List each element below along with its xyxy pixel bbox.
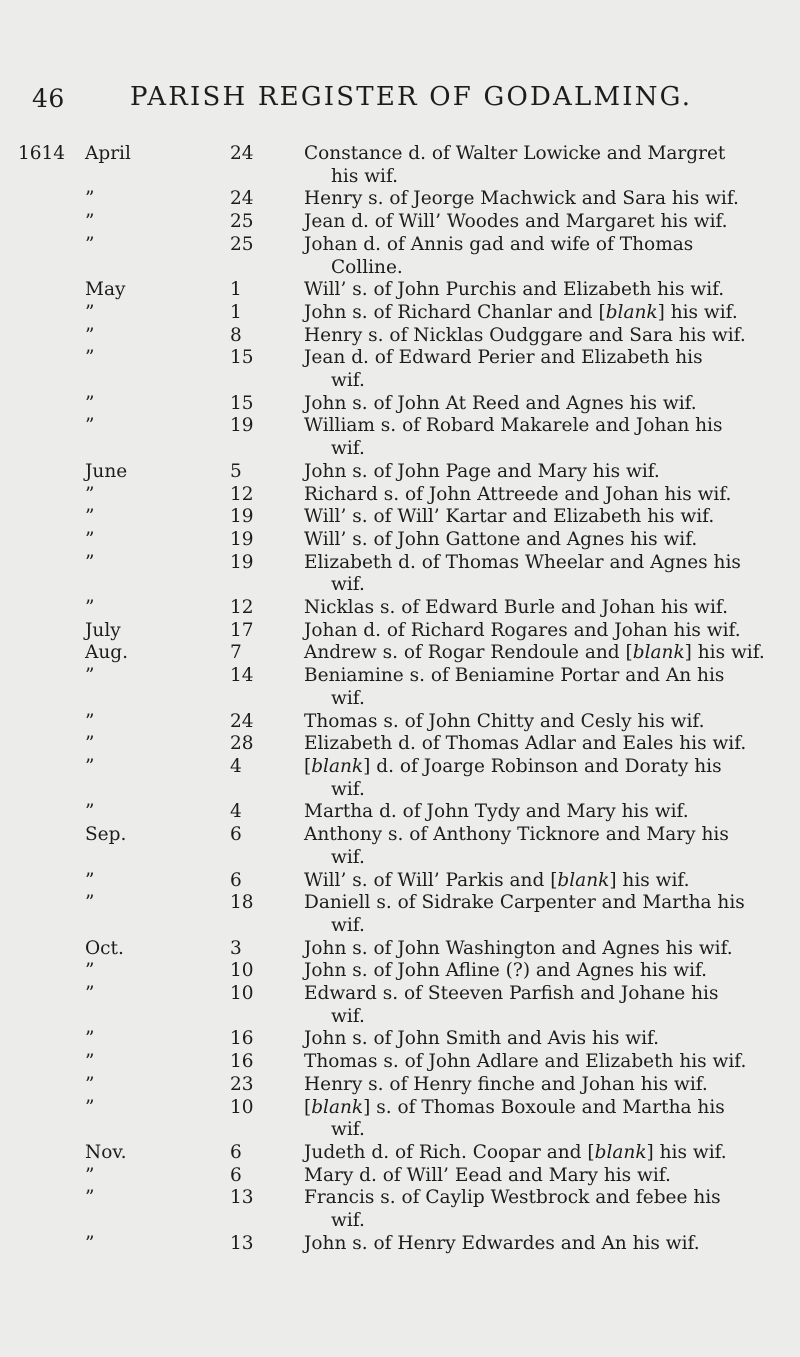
register-entry: [0, 801, 800, 824]
entry-day: 24: [230, 188, 254, 210]
entry-text: John s. of Henry Edwardes and An his wif.: [304, 1232, 700, 1254]
baptism-register: [0, 143, 800, 1255]
register-entry: [0, 983, 800, 1028]
entry-text-block: [304, 211, 776, 234]
entry-day: 24: [230, 143, 254, 164]
register-entry: [0, 325, 800, 348]
entry-text: Johan d. of Annis gad and wife of Thomas: [304, 233, 694, 255]
entry-text-block: [304, 642, 776, 665]
entry-text-block: [304, 665, 776, 710]
entry-text: Will’ s. of John Purchis and Elizabeth his wif.: [304, 279, 725, 301]
entry-day: 6: [230, 1164, 242, 1186]
entry-day: 16: [230, 1051, 254, 1073]
entry-month: ”: [85, 324, 95, 346]
entry-day: 25: [230, 211, 254, 233]
entry-day: 3: [230, 937, 242, 959]
register-entry: [0, 824, 800, 869]
entry-month: Oct.: [85, 937, 124, 959]
entry-day: 10: [230, 960, 254, 982]
entry-text: John s. of John At Reed and Agnes his wif.: [304, 392, 697, 414]
entry-text-block: [304, 1187, 776, 1232]
entry-day: 19: [230, 415, 254, 437]
entry-day: 28: [230, 733, 254, 755]
entry-text-block: [304, 1233, 776, 1256]
entry-text: Francis s. of Caylip Westbrock and febee his: [304, 1187, 721, 1209]
entry-month: ”: [85, 733, 95, 755]
entry-month: ”: [85, 1164, 95, 1186]
entry-day: 14: [230, 665, 254, 687]
entry-text-continuation: Colline.: [331, 256, 403, 278]
entry-text-block: [304, 983, 776, 1028]
entry-day: 10: [230, 1096, 254, 1118]
entry-text-block: [304, 484, 776, 507]
entry-text: Jean d. of Will’ Woodes and Margaret his wif.: [304, 211, 728, 233]
entry-text: Mary d. of Will’ Eead and Mary his wif.: [304, 1164, 671, 1186]
entry-month: ”: [85, 528, 95, 550]
entry-text-block: [304, 597, 776, 620]
entry-month: June: [85, 460, 128, 482]
entry-text-continuation: wif.: [331, 574, 365, 596]
entry-day: 16: [230, 1028, 254, 1050]
register-entry: [0, 552, 800, 597]
entry-text-continuation: wif.: [331, 914, 365, 936]
entry-month: ”: [85, 551, 95, 573]
register-entry: [0, 1028, 800, 1051]
entry-text: [blank] s. of Thomas Boxoule and Martha his: [304, 1096, 725, 1118]
register-entry: [0, 756, 800, 801]
entry-text-block: [304, 347, 776, 392]
register-entry: [0, 461, 800, 484]
entry-text: Henry s. of Nicklas Oudggare and Sara his wif.: [304, 324, 746, 346]
entry-day: 8: [230, 324, 242, 346]
entry-text-block: [304, 960, 776, 983]
entry-text-block: [304, 1097, 776, 1142]
entry-text-block: [304, 870, 776, 893]
entry-month: ”: [85, 960, 95, 982]
register-entry: [0, 597, 800, 620]
entry-text-block: [304, 1142, 776, 1165]
entry-month: ”: [85, 1051, 95, 1073]
entry-day: 4: [230, 801, 242, 823]
entry-text-block: [304, 188, 776, 211]
entry-text-continuation: wif.: [331, 1210, 365, 1232]
entry-text-block: [304, 143, 776, 188]
entry-text: Daniell s. of Sidrake Carpenter and Martha his: [304, 892, 745, 914]
entry-day: 19: [230, 528, 254, 550]
entry-text-block: [304, 711, 776, 734]
entry-day: 4: [230, 755, 242, 777]
entry-text: Jean d. of Edward Perier and Elizabeth his: [304, 347, 703, 369]
page-title: PARISH REGISTER OF GODALMING.: [130, 82, 693, 112]
register-entry: [0, 211, 800, 234]
entry-text-block: [304, 892, 776, 937]
entry-month: ”: [85, 483, 95, 505]
entry-text-continuation: wif.: [331, 778, 365, 800]
entry-month: ”: [85, 211, 95, 233]
entry-text-block: [304, 938, 776, 961]
entry-text: Richard s. of John Attreede and Johan his wif.: [304, 483, 732, 505]
register-entry: [0, 484, 800, 507]
entry-text: John s. of John Afline (?) and Agnes his wif.: [304, 960, 708, 982]
register-entry: [0, 642, 800, 665]
entry-text: Martha d. of John Tydy and Mary his wif.: [304, 801, 689, 823]
register-entry: [0, 1233, 800, 1256]
entry-text: Will’ s. of Will’ Parkis and [blank] his wif.: [304, 869, 690, 891]
entry-day: 15: [230, 347, 254, 369]
entry-day: 17: [230, 619, 254, 641]
entry-text: Nicklas s. of Edward Burle and Johan his wif.: [304, 597, 728, 619]
entry-day: 7: [230, 642, 242, 664]
entry-text-block: [304, 1028, 776, 1051]
entry-month: ”: [85, 188, 95, 210]
page-number: 46: [32, 84, 65, 113]
entry-day: 19: [230, 506, 254, 528]
entry-text-block: [304, 733, 776, 756]
entry-text-block: [304, 1074, 776, 1097]
entry-text: Johan d. of Richard Rogares and Johan his wif.: [304, 619, 741, 641]
register-entry: [0, 1097, 800, 1142]
entry-text: John s. of John Page and Mary his wif.: [304, 460, 660, 482]
entry-text: John s. of John Smith and Avis his wif.: [304, 1028, 660, 1050]
entry-month: Sep.: [85, 824, 127, 846]
register-entry: [0, 393, 800, 416]
entry-day: 15: [230, 392, 254, 414]
register-entry: [0, 1074, 800, 1097]
entry-text-block: [304, 325, 776, 348]
register-entry: [0, 892, 800, 937]
entry-text: Constance d. of Walter Lowicke and Margret: [304, 143, 726, 164]
entry-month: ”: [85, 392, 95, 414]
register-entry: [0, 347, 800, 392]
register-entry: [0, 665, 800, 710]
entry-text-block: [304, 824, 776, 869]
entry-text-block: [304, 279, 776, 302]
entry-year: 1614: [18, 143, 66, 164]
entry-text: Will’ s. of Will’ Kartar and Elizabeth his wif.: [304, 506, 715, 528]
entry-month: ”: [85, 597, 95, 619]
register-entry: [0, 234, 800, 279]
register-entry: [0, 279, 800, 302]
entry-text-continuation: wif.: [331, 687, 365, 709]
entry-day: 23: [230, 1073, 254, 1095]
entry-month: April: [85, 143, 131, 164]
entry-text-continuation: wif.: [331, 438, 365, 460]
entry-day: 1: [230, 301, 242, 323]
entry-text: Thomas s. of John Chitty and Cesly his wif.: [304, 710, 705, 732]
entry-day: 1: [230, 279, 242, 301]
register-entry: [0, 620, 800, 643]
register-entry: [0, 960, 800, 983]
entry-month: July: [85, 619, 121, 641]
entry-month: ”: [85, 301, 95, 323]
entry-month: Aug.: [85, 642, 128, 664]
register-entry: [0, 733, 800, 756]
entry-text: Edward s. of Steeven Parfish and Johane his: [304, 983, 719, 1005]
entry-day: 13: [230, 1187, 254, 1209]
entry-text: Elizabeth d. of Thomas Adlar and Eales his wif.: [304, 733, 747, 755]
register-entry: [0, 415, 800, 460]
register-entry: [0, 1051, 800, 1074]
entry-month: ”: [85, 1187, 95, 1209]
entry-text-continuation: wif.: [331, 1005, 365, 1027]
entry-month: ”: [85, 233, 95, 255]
entry-text-continuation: wif.: [331, 846, 365, 868]
entry-text-block: [304, 415, 776, 460]
entry-text: Judeth d. of Rich. Coopar and [blank] his wif.: [304, 1141, 727, 1163]
entry-text-block: [304, 801, 776, 824]
entry-day: 6: [230, 824, 242, 846]
entry-text: Elizabeth d. of Thomas Wheelar and Agnes his: [304, 551, 741, 573]
entry-text: Henry s. of Henry finche and Johan his wif.: [304, 1073, 708, 1095]
entry-day: 19: [230, 551, 254, 573]
entry-text-block: [304, 234, 776, 279]
entry-text: Will’ s. of John Gattone and Agnes his wif.: [304, 528, 698, 550]
entry-day: 6: [230, 1141, 242, 1163]
register-entry: [0, 711, 800, 734]
entry-month: ”: [85, 869, 95, 891]
entry-day: 10: [230, 983, 254, 1005]
entry-month: ”: [85, 1232, 95, 1254]
entry-month: ”: [85, 1096, 95, 1118]
register-entry: [0, 870, 800, 893]
entry-text-continuation: his wif.: [331, 165, 399, 187]
register-entry: [0, 188, 800, 211]
entry-text: William s. of Robard Makarele and Johan his: [304, 415, 723, 437]
entry-text-block: [304, 1051, 776, 1074]
entry-text-block: [304, 506, 776, 529]
entry-text-block: [304, 393, 776, 416]
entry-month: ”: [85, 1073, 95, 1095]
entry-day: 13: [230, 1232, 254, 1254]
entry-text: Andrew s. of Rogar Rendoule and [blank] his wif.: [304, 642, 765, 664]
register-entry: [0, 1142, 800, 1165]
entry-month: ”: [85, 755, 95, 777]
entry-text-block: [304, 529, 776, 552]
entry-month: ”: [85, 710, 95, 732]
entry-text-block: [304, 620, 776, 643]
entry-text: [blank] d. of Joarge Robinson and Doraty his: [304, 755, 722, 777]
register-entry: [0, 506, 800, 529]
entry-text: Beniamine s. of Beniamine Portar and An his: [304, 665, 725, 687]
entry-month: ”: [85, 983, 95, 1005]
register-entry: [0, 1165, 800, 1188]
register-entry: [0, 302, 800, 325]
entry-month: ”: [85, 506, 95, 528]
entry-day: 12: [230, 597, 254, 619]
entry-day: 6: [230, 869, 242, 891]
entry-month: ”: [85, 892, 95, 914]
entry-text: Thomas s. of John Adlare and Elizabeth his wif.: [304, 1051, 747, 1073]
entry-month: ”: [85, 1028, 95, 1050]
entry-month: ”: [85, 415, 95, 437]
entry-month: May: [85, 279, 126, 301]
entry-text: Henry s. of Jeorge Machwick and Sara his wif.: [304, 188, 739, 210]
entry-day: 12: [230, 483, 254, 505]
entry-text-block: [304, 552, 776, 597]
register-entry: [0, 143, 800, 188]
entry-text: John s. of John Washington and Agnes his wif.: [304, 937, 733, 959]
entry-text-continuation: wif.: [331, 370, 365, 392]
entry-text-block: [304, 302, 776, 325]
entry-text-continuation: wif.: [331, 1119, 365, 1141]
register-entry: [0, 1187, 800, 1232]
entry-day: 24: [230, 710, 254, 732]
entry-month: ”: [85, 665, 95, 687]
entry-text-block: [304, 461, 776, 484]
entry-month: Nov.: [85, 1141, 127, 1163]
register-entry: [0, 938, 800, 961]
entry-text: Anthony s. of Anthony Ticknore and Mary his: [304, 824, 729, 846]
entry-month: ”: [85, 347, 95, 369]
entry-text-block: [304, 756, 776, 801]
entry-text: John s. of Richard Chanlar and [blank] his wif.: [304, 301, 738, 323]
entry-day: 5: [230, 460, 242, 482]
register-entry: [0, 529, 800, 552]
entry-month: ”: [85, 801, 95, 823]
entry-day: 25: [230, 233, 254, 255]
entry-text-block: [304, 1165, 776, 1188]
entry-day: 18: [230, 892, 254, 914]
